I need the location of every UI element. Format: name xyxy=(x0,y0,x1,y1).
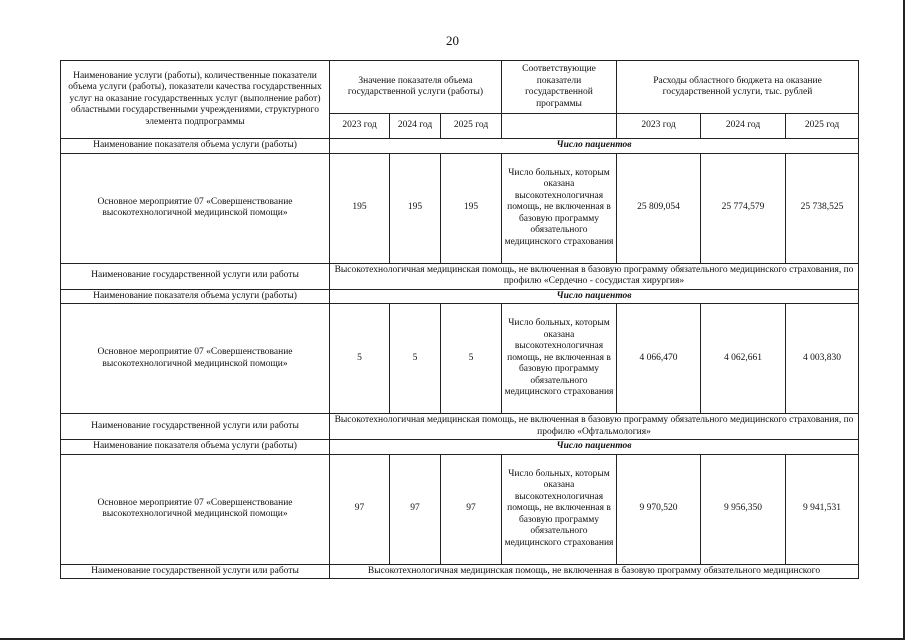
budget-2023: 4 066,470 xyxy=(617,304,701,414)
volume-label-row xyxy=(61,139,859,154)
volume-2024: 195 xyxy=(390,153,441,263)
volume-label-row xyxy=(61,289,859,304)
volume-2024: 5 xyxy=(390,304,441,414)
service-row xyxy=(61,263,859,289)
program-indicator: Число больных, которым оказана высокотехнологичная помощь, не включенная в базовую программу обязательного медицинского страхования xyxy=(502,153,617,263)
volume-2024: 97 xyxy=(390,454,441,564)
header-year: 2023 год xyxy=(330,114,390,139)
volume-label: Наименование показателя объема услуги (работы) xyxy=(61,440,330,455)
volume-2025: 195 xyxy=(441,153,502,263)
service-row xyxy=(61,564,859,579)
program-indicator: Число больных, которым оказана высокотехнологичная помощь, не включенная в базовую программу обязательного медицинского страхования xyxy=(502,454,617,564)
service-name: Высокотехнологичная медицинская помощь, не включенная в базовую программу обязательного медицинского xyxy=(330,564,859,579)
budget-2024: 25 774,579 xyxy=(701,153,786,263)
budget-2024: 4 062,661 xyxy=(701,304,786,414)
volume-2023: 195 xyxy=(330,153,390,263)
header-program-indicators: Соответствующие показатели государственной программы xyxy=(502,61,617,114)
volume-2023: 97 xyxy=(330,454,390,564)
volume-value: Число пациентов xyxy=(330,440,859,455)
volume-value: Число пациентов xyxy=(330,289,859,304)
program-indicator: Число больных, которым оказана высокотехнологичная помощь, не включенная в базовую программу обязательного медицинского страхования xyxy=(502,304,617,414)
volume-label: Наименование показателя объема услуги (работы) xyxy=(61,139,330,154)
volume-label: Наименование показателя объема услуги (работы) xyxy=(61,289,330,304)
header-empty-cell xyxy=(502,114,617,139)
service-name: Высокотехнологичная медицинская помощь, не включенная в базовую программу обязательного медицинского страхования, по профилю «Офтальмология» xyxy=(330,414,859,440)
service-label: Наименование государственной услуги или работы xyxy=(61,564,330,579)
header-budget: Расходы областного бюджета на оказание государственной услуги, тыс. рублей xyxy=(617,61,859,114)
volume-2025: 97 xyxy=(441,454,502,564)
header-service-name: Наименование услуги (работы), количественные показатели объема услуги (работы), показатели качества государственных услуг на оказание государственных услуг (выполнение работ) областными государственными учреждениями, структурного элемента подпрограммы xyxy=(61,61,330,139)
header-year: 2025 год xyxy=(786,114,859,139)
event-name: Основное мероприятие 07 «Совершенствование высокотехнологичной медицинской помощи» xyxy=(61,454,330,564)
volume-2023: 5 xyxy=(330,304,390,414)
volume-2025: 5 xyxy=(441,304,502,414)
header-year: 2024 год xyxy=(390,114,441,139)
table-row xyxy=(61,153,859,263)
service-label: Наименование государственной услуги или работы xyxy=(61,263,330,289)
header-year: 2023 год xyxy=(617,114,701,139)
event-name: Основное мероприятие 07 «Совершенствование высокотехнологичной медицинской помощи» xyxy=(61,153,330,263)
page-number: 20 xyxy=(446,33,459,48)
budget-2023: 25 809,054 xyxy=(617,153,701,263)
table-row xyxy=(61,304,859,414)
table-row xyxy=(61,454,859,564)
service-row xyxy=(61,414,859,440)
budget-2024: 9 956,350 xyxy=(701,454,786,564)
volume-value: Число пациентов xyxy=(330,139,859,154)
budget-2025: 25 738,525 xyxy=(786,153,859,263)
budget-table xyxy=(60,60,859,579)
volume-label-row xyxy=(61,440,859,455)
header-year: 2024 год xyxy=(701,114,786,139)
table-header-row xyxy=(61,61,859,114)
budget-2025: 9 941,531 xyxy=(786,454,859,564)
header-volume-value: Значение показателя объема государственной услуги (работы) xyxy=(330,61,502,114)
budget-2023: 9 970,520 xyxy=(617,454,701,564)
service-label: Наименование государственной услуги или работы xyxy=(61,414,330,440)
header-year: 2025 год xyxy=(441,114,502,139)
budget-2025: 4 003,830 xyxy=(786,304,859,414)
service-name: Высокотехнологичная медицинская помощь, не включенная в базовую программу обязательного медицинского страхования, по профилю «Сердечно - сосудистая хирургия» xyxy=(330,263,859,289)
event-name: Основное мероприятие 07 «Совершенствование высокотехнологичной медицинской помощи» xyxy=(61,304,330,414)
